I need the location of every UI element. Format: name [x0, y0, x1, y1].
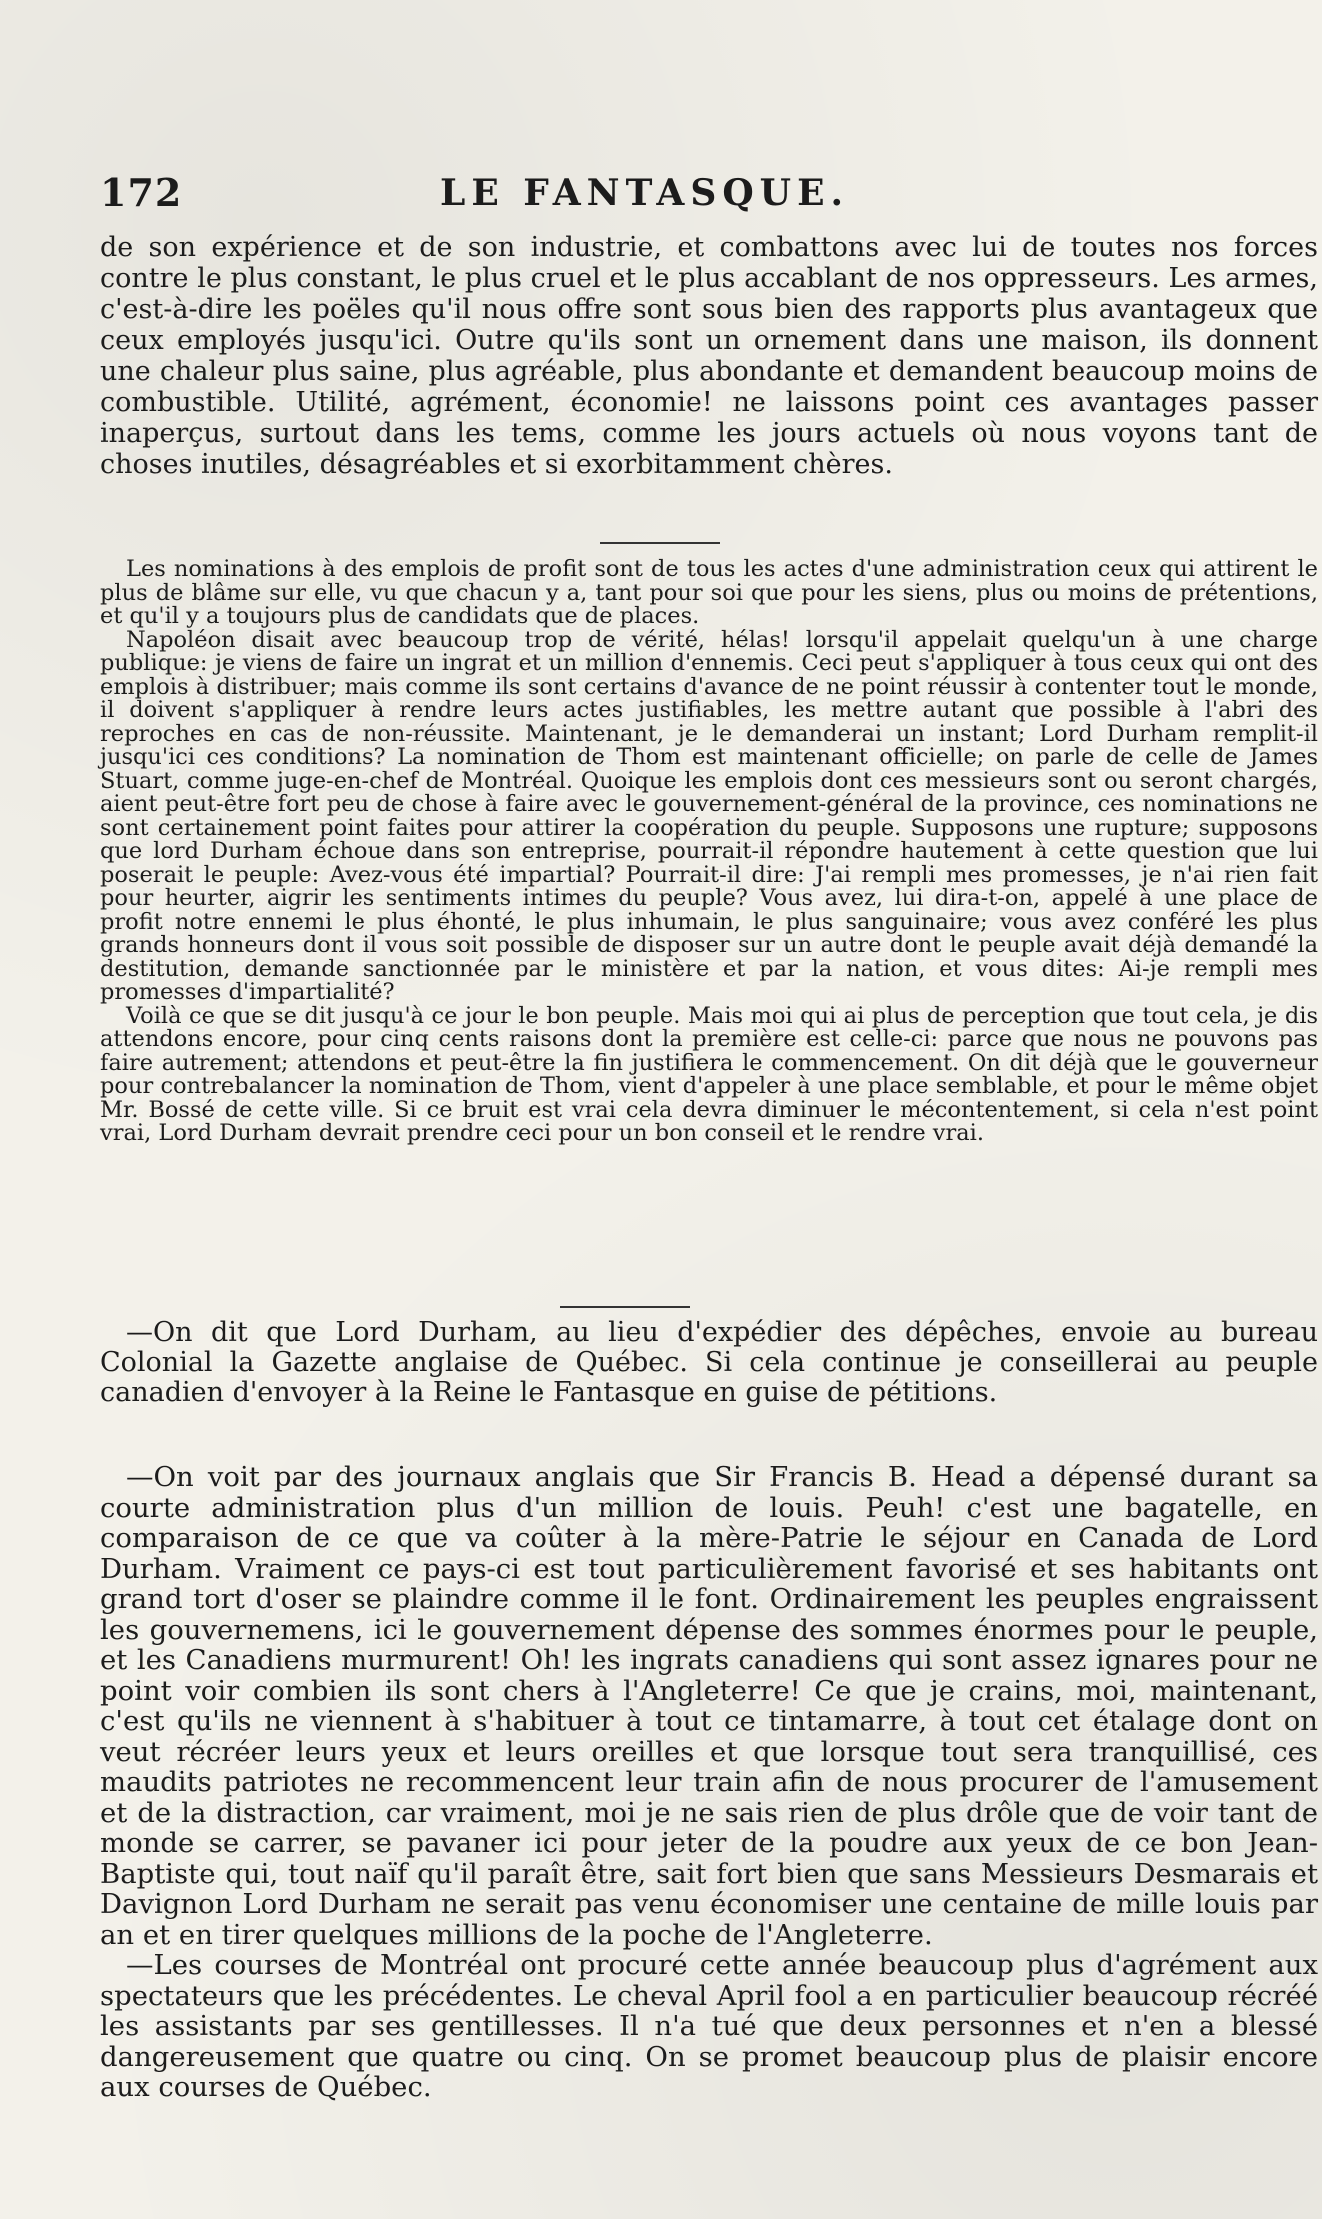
running-title: LE FANTASQUE. — [440, 172, 850, 214]
paragraph: de son expérience et de son industrie, et combattons avec lui de toutes nos forces contre le plus constant, le plus cruel et le plus accablant de nos oppresseurs. Les armes, c'est-à-dire les poëles qu'il nous offre sont sous bien des rapports plus avantageux que ceux employés jusqu'ici. Outre qu'ils sont un ornement dans une maison, ils donnent une chaleur plus saine, plus agréable, plus abondante et demandent beaucoup moins de combustible. Utilité, agrément, économie! ne laissons point ces avantages passer inaperçus, surtout dans les tems, comme les jours actuels où nous voyons tant de choses inutiles, désagréables et si exorbitamment chères. — [100, 232, 1318, 480]
paragraph: —On voit par des journaux anglais que Sir Francis B. Head a dépensé durant sa courte administration plus d'un million de louis. Peuh! c'est une bagatelle, en comparaison de ce que va coûter à la mère-Patrie le séjour en Canada de Lord Durham. Vraiment ce pays-ci est tout particulièrement favorisé et ses habitants ont grand tort d'oser se plaindre comme il le font. Ordinairement les peuples engraissent les gouvernemens, ici le gouvernement dépense des sommes énormes pour le peuple, et les Canadiens murmurent! Oh! les ingrats canadiens qui sont assez ignares pour ne point voir combien ils sont chers à l'Angleterre! Ce que je crains, moi, maintenant, c'est qu'ils ne viennent à s'habituer à tout ce tintamarre, à tout cet étalage dont on veut récréer leurs yeux et leurs oreilles et que lorsque tout sera tranquillisé, ces maudits patriotes ne recommencent leur train afin de nous procurer de l'amusement et de la distraction, car vraiment, moi je ne sais rien de plus drôle que de voir tant de monde se carrer, se pavaner ici pour jeter de la poudre aux yeux de ce bon Jean-Baptiste qui, tout naïf qu'il paraît être, sait fort bien que sans Messieurs Desmarais et Davignon Lord Durham ne serait pas venu économiser une centaine de mille louis par an et en tirer quelques millions de la poche de l'Angleterre. — [100, 1461, 1318, 1951]
article-nominations — [100, 558, 1318, 1146]
paragraph: —Les courses de Montréal ont procuré cette année beaucoup plus d'agrément aux spectateurs que les précédentes. Le cheval April fool a en particulier beaucoup récréé les assistants par ses gentillesses. Il n'a tué que deux personnes et n'en a blessé dangereusement que quatre ou cinq. On se promet beaucoup plus de plaisir encore aux courses de Québec. — [100, 1949, 1318, 2103]
article-gazette — [100, 1318, 1318, 1408]
section-divider — [600, 542, 720, 544]
article-durham-expenses — [100, 1462, 1318, 2103]
paragraph: Les nominations à des emplois de profit sont de tous les actes d'une administration ceux qui attirent le plus de blâme sur elle, vu que chacun y a, tant pour soi que pour les siens, plus ou moins de prétentions, et qu'il y a toujours plus de candidats que de places. — [100, 556, 1318, 629]
paragraph: —On dit que Lord Durham, au lieu d'expédier des dépêches, envoie au bureau Colonial la Gazette anglaise de Québec. Si cela continue je conseillerai au peuple canadien d'envoyer à la Reine le Fantasque en guise de pétitions. — [100, 1317, 1318, 1408]
paragraph: Voilà ce que se dit jusqu'à ce jour le bon peuple. Mais moi qui ai plus de perception que tout cela, je dis attendons encore, pour cinq cents raisons dont la première est celle-ci: parce que nous ne pouvons pas faire autrement; attendons et peut-être la fin justifiera le commencement. On dit déjà que le gouverneur pour contrebalancer la nomination de Thom, vient d'appeler à une place semblable, et pour le même objet Mr. Bossé de cette ville. Si ce bruit est vrai cela devra diminuer le mécontentement, si cela n'est point vrai, Lord Durham devrait prendre ceci pour un bon conseil et le rendre vrai. — [100, 1002, 1318, 1146]
section-divider — [560, 1306, 690, 1308]
paragraph: Napoléon disait avec beaucoup trop de vérité, hélas! lorsqu'il appelait quelqu'un à une charge publique: je viens de faire un ingrat et un million d'ennemis. Ceci peut s'appliquer à tous ceux qui ont des emplois à distribuer; mais comme ils sont certains d'avance de ne point réussir à contenter tout le monde, il doivent s'appliquer à rendre leurs actes justifiables, les mettre autant que possible à l'abri des reproches en cas de non-réussite. Maintenant, je le demanderai un instant; Lord Durham remplit-il jusqu'ici ces conditions? La nomination de Thom est maintenant officielle; on parle de celle de James Stuart, comme juge-en-chef de Montréal. Quoique les emplois dont ces messieurs sont ou seront chargés, aient peut-être fort peu de chose à faire avec le gouvernement-général de la province, ces nominations ne sont certainement point faites pour attirer la coopération du peuple. Supposons une rupture; supposons que lord Durham échoue dans son entreprise, pourrait-il répondre hautement à cette question que lui poserait le peuple: Avez-vous été impartial? Pourrait-il dire: J'ai rempli mes promesses, je n'ai rien fait pour heurter, aigrir les sentiments intimes du peuple? Vous avez, lui dira-t-on, appelé à une place de profit notre ennemi le plus éhonté, le plus inhumain, le plus sanguinaire; vous avez conféré les plus grands honneurs dont il vous soit possible de disposer sur un autre dont le peuple avait déjà demandé la destitution, demande sanctionnée par le ministère et par la nation, et vous dites: Ai-je rempli mes promesses d'impartialité? — [100, 626, 1318, 1005]
page-number: 172 — [100, 170, 183, 215]
article-stoves — [100, 232, 1318, 480]
page-header — [100, 170, 1320, 220]
